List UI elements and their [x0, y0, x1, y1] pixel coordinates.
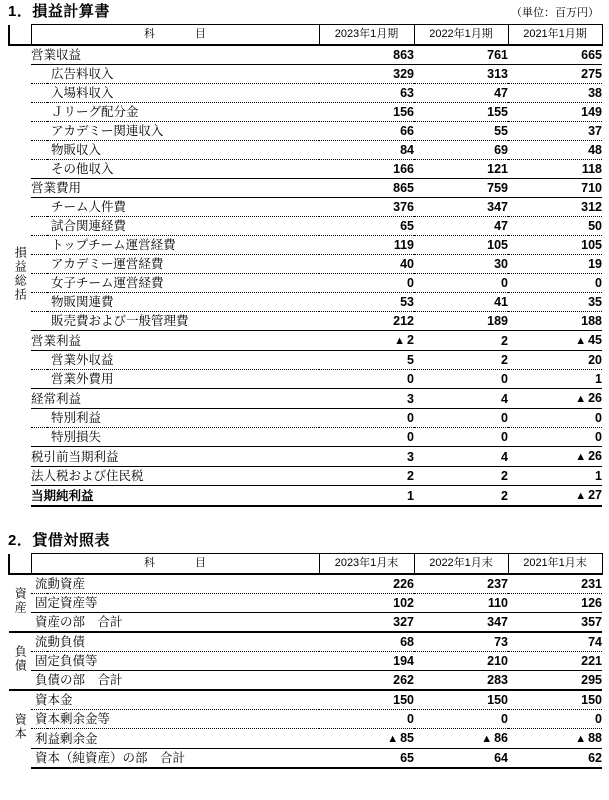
table-cell-value: 347 — [414, 198, 508, 217]
section-1-title-text: 損益計算書 — [32, 3, 110, 20]
table-cell-value: 283 — [414, 671, 508, 691]
table-cell-value: 376 — [319, 198, 414, 217]
table-cell-value: 37 — [508, 122, 602, 141]
table-cell-label: 経常利益 — [31, 389, 319, 409]
row-indent-cell — [31, 236, 47, 255]
table-cell-label: 入場料収入 — [47, 84, 319, 103]
table-cell-value: 105 — [414, 236, 508, 255]
table-cell-value: 30 — [414, 255, 508, 274]
row-indent-cell — [31, 312, 47, 331]
table-cell-value: 2 — [414, 331, 508, 351]
table-cell-label: 営業外費用 — [47, 370, 319, 389]
table-cell-value: 212 — [319, 312, 414, 331]
table-row — [9, 467, 602, 486]
negative-triangle-icon: ▲ — [575, 733, 587, 745]
table-cell-label: 特別利益 — [47, 409, 319, 428]
table-row — [9, 236, 602, 255]
table-cell-label: 営業外収益 — [47, 351, 319, 370]
table-cell-value: 0 — [319, 274, 414, 293]
section-2-title-text: 貸借対照表 — [32, 532, 110, 549]
table-cell-value: 665 — [508, 45, 602, 65]
negative-triangle-icon: ▲ — [575, 490, 587, 502]
table-cell-value: 2 — [414, 467, 508, 486]
table-cell-value: 231 — [508, 574, 602, 594]
table-cell-label: 広告料収入 — [47, 65, 319, 84]
table-row — [9, 45, 602, 65]
table-cell-value: 226 — [319, 574, 414, 594]
row-indent-cell — [31, 160, 47, 179]
table-cell-label: その他収入 — [47, 160, 319, 179]
header-item-column: 科 目 — [31, 25, 319, 46]
table-cell-value: 194 — [319, 652, 414, 671]
table-cell-value: 155 — [414, 103, 508, 122]
table-cell-value: 0 — [508, 274, 602, 293]
group-label-text: 損益総括 — [13, 245, 28, 302]
negative-triangle-icon: ▲ — [575, 451, 587, 463]
table-row — [9, 486, 602, 507]
table-cell-label: 法人税および住民税 — [31, 467, 319, 486]
table-cell-value: ▲ 88 — [508, 729, 602, 749]
table-row — [9, 255, 602, 274]
table-cell-value: 38 — [508, 84, 602, 103]
negative-triangle-icon: ▲ — [575, 335, 587, 347]
table-cell-value: 156 — [319, 103, 414, 122]
table-cell-label: 流動負債 — [31, 632, 319, 652]
table-cell-value: ▲ 45 — [508, 331, 602, 351]
unit-note: （単位：百万円） — [511, 7, 599, 19]
table-cell-value: 0 — [414, 428, 508, 447]
group-label-liabilities — [9, 632, 31, 690]
table-row — [9, 160, 602, 179]
table-cell-value: 237 — [414, 574, 508, 594]
table-cell-value: 74 — [508, 632, 602, 652]
table-cell-label: 流動資産 — [31, 574, 319, 594]
income-statement-table — [8, 24, 603, 507]
section-1-number: 1． — [8, 3, 33, 20]
row-indent-cell — [31, 293, 47, 312]
table-cell-label: 資産の部 合計 — [31, 613, 319, 633]
table-cell-value: 3 — [319, 447, 414, 467]
table-cell-label: 利益剰余金 — [31, 729, 319, 749]
table-row — [9, 428, 602, 447]
row-indent-cell — [31, 141, 47, 160]
table-cell-value: 65 — [319, 217, 414, 236]
table-cell-value: 313 — [414, 65, 508, 84]
negative-triangle-icon: ▲ — [387, 733, 399, 745]
row-indent-cell — [31, 122, 47, 141]
section-1-title — [8, 0, 110, 21]
table-cell-label: 資本（純資産）の部 合計 — [31, 749, 319, 769]
table-cell-value: 188 — [508, 312, 602, 331]
table-cell-label: Ｊリーグ配分金 — [47, 103, 319, 122]
table-cell-value: 0 — [414, 274, 508, 293]
table-cell-value: ▲ 85 — [319, 729, 414, 749]
table-row — [9, 409, 602, 428]
table-row — [9, 312, 602, 331]
table-cell-value: 121 — [414, 160, 508, 179]
table-row — [9, 710, 602, 729]
table-cell-value: 865 — [319, 179, 414, 198]
table-cell-label: 物販収入 — [47, 141, 319, 160]
negative-triangle-icon: ▲ — [575, 393, 587, 405]
row-indent-cell — [31, 351, 47, 370]
table-row — [9, 331, 602, 351]
table-cell-value: 119 — [319, 236, 414, 255]
row-indent-cell — [31, 103, 47, 122]
table-cell-value: 20 — [508, 351, 602, 370]
table-cell-label: 物販関連費 — [47, 293, 319, 312]
group-label-income-summary — [9, 45, 31, 506]
table-cell-value: 275 — [508, 65, 602, 84]
table-cell-value: 102 — [319, 594, 414, 613]
table-row — [9, 65, 602, 84]
table-cell-value: ▲ 27 — [508, 486, 602, 507]
table-row — [9, 217, 602, 236]
table-cell-value: 53 — [319, 293, 414, 312]
table-cell-value: 0 — [319, 409, 414, 428]
table-cell-value: 68 — [319, 632, 414, 652]
table-cell-label: チーム人件費 — [47, 198, 319, 217]
table-cell-value: 47 — [414, 217, 508, 236]
table-cell-value: 759 — [414, 179, 508, 198]
row-indent-cell — [31, 84, 47, 103]
header-period-column: 2023年1月末 — [319, 554, 414, 575]
table-cell-label: 資本剰余金等 — [31, 710, 319, 729]
row-indent-cell — [31, 428, 47, 447]
table-row — [9, 447, 602, 467]
table-cell-value: ▲ 2 — [319, 331, 414, 351]
table-cell-value: 0 — [508, 409, 602, 428]
table-cell-value: 0 — [508, 710, 602, 729]
row-indent-cell — [31, 65, 47, 84]
table-cell-label: 固定資産等 — [31, 594, 319, 613]
table-cell-value: 357 — [508, 613, 602, 633]
table-cell-value: 4 — [414, 447, 508, 467]
table-cell-value: 19 — [508, 255, 602, 274]
table-cell-value: 150 — [508, 690, 602, 710]
table-cell-value: 47 — [414, 84, 508, 103]
table-cell-value: ▲ 26 — [508, 447, 602, 467]
table-row — [9, 574, 602, 594]
negative-triangle-icon: ▲ — [394, 335, 406, 347]
table-cell-label: 販売費および一般管理費 — [47, 312, 319, 331]
table-cell-value: 73 — [414, 632, 508, 652]
header-period-column: 2021年1月末 — [508, 554, 602, 575]
header-period-column: 2023年1月期 — [319, 25, 414, 46]
table-cell-value: 347 — [414, 613, 508, 633]
table-row — [9, 293, 602, 312]
table-cell-value: 0 — [414, 409, 508, 428]
table-cell-value: 62 — [508, 749, 602, 769]
table-cell-value: 0 — [319, 428, 414, 447]
table-cell-label: 女子チーム運営経費 — [47, 274, 319, 293]
group-label-text: 負債 — [13, 644, 28, 673]
table-cell-value: 327 — [319, 613, 414, 633]
table-cell-value: 262 — [319, 671, 414, 691]
table-cell-value: 150 — [414, 690, 508, 710]
table-row — [9, 594, 602, 613]
section-2-header — [8, 529, 601, 553]
table-cell-label: 営業利益 — [31, 331, 319, 351]
table-cell-label: 固定負債等 — [31, 652, 319, 671]
table-cell-value: 40 — [319, 255, 414, 274]
table-cell-value: 110 — [414, 594, 508, 613]
table-row — [9, 613, 602, 633]
table-cell-value: 1 — [319, 486, 414, 507]
table-cell-label: 税引前当期利益 — [31, 447, 319, 467]
header-blank-cell — [9, 25, 31, 46]
table-cell-value: 64 — [414, 749, 508, 769]
table-cell-value: 312 — [508, 198, 602, 217]
row-indent-cell — [31, 370, 47, 389]
table-row — [9, 729, 602, 749]
table-cell-value: 0 — [319, 710, 414, 729]
header-item-column: 科 目 — [31, 554, 319, 575]
table-cell-value: 118 — [508, 160, 602, 179]
table-cell-value: 84 — [319, 141, 414, 160]
row-indent-cell — [31, 217, 47, 236]
table-cell-value: 0 — [414, 710, 508, 729]
table-cell-value: 65 — [319, 749, 414, 769]
table-cell-value: 50 — [508, 217, 602, 236]
table-header-row — [9, 25, 602, 46]
table-cell-value: 295 — [508, 671, 602, 691]
table-row — [9, 141, 602, 160]
table-cell-value: 55 — [414, 122, 508, 141]
row-indent-cell — [31, 198, 47, 217]
table-row — [9, 351, 602, 370]
table-cell-label: トップチーム運営経費 — [47, 236, 319, 255]
balance-sheet-table — [8, 553, 603, 769]
header-period-column: 2021年1月期 — [508, 25, 602, 46]
table-row — [9, 179, 602, 198]
table-row — [9, 749, 602, 769]
table-cell-label: 営業費用 — [31, 179, 319, 198]
table-cell-value: 0 — [508, 428, 602, 447]
table-cell-value: 166 — [319, 160, 414, 179]
group-label-text: 資産 — [13, 586, 28, 615]
table-cell-label: 特別損失 — [47, 428, 319, 447]
table-cell-value: 0 — [319, 370, 414, 389]
table-cell-value: 105 — [508, 236, 602, 255]
table-row — [9, 274, 602, 293]
group-label-equity — [9, 690, 31, 768]
table-cell-value: 710 — [508, 179, 602, 198]
table-cell-value: 3 — [319, 389, 414, 409]
table-cell-value: 0 — [414, 370, 508, 389]
table-cell-value: 210 — [414, 652, 508, 671]
table-cell-value: 48 — [508, 141, 602, 160]
table-row — [9, 652, 602, 671]
table-row — [9, 632, 602, 652]
table-row — [9, 370, 602, 389]
section-1-header — [8, 0, 601, 24]
group-label-assets — [9, 574, 31, 632]
table-cell-label: 負債の部 合計 — [31, 671, 319, 691]
table-row — [9, 198, 602, 217]
table-row — [9, 103, 602, 122]
group-label-text: 資本 — [13, 713, 28, 741]
table-cell-value: 1 — [508, 467, 602, 486]
table-row — [9, 122, 602, 141]
table-cell-value: 66 — [319, 122, 414, 141]
table-cell-value: 2 — [414, 351, 508, 370]
table-cell-value: 35 — [508, 293, 602, 312]
table-cell-value: ▲ 86 — [414, 729, 508, 749]
table-cell-label: 資本金 — [31, 690, 319, 710]
table-cell-value: 4 — [414, 389, 508, 409]
table-cell-value: 63 — [319, 84, 414, 103]
table-row — [9, 389, 602, 409]
negative-triangle-icon: ▲ — [481, 733, 493, 745]
table-cell-value: 761 — [414, 45, 508, 65]
row-indent-cell — [31, 274, 47, 293]
table-cell-value: 2 — [319, 467, 414, 486]
table-cell-value: 1 — [508, 370, 602, 389]
header-period-column: 2022年1月末 — [414, 554, 508, 575]
section-2-number: 2． — [8, 532, 33, 549]
table-cell-value: 221 — [508, 652, 602, 671]
table-cell-label: アカデミー関連収入 — [47, 122, 319, 141]
section-gap — [8, 507, 601, 529]
header-period-column: 2022年1月期 — [414, 25, 508, 46]
table-row — [9, 84, 602, 103]
table-cell-value: 126 — [508, 594, 602, 613]
table-cell-value: 5 — [319, 351, 414, 370]
table-row — [9, 671, 602, 691]
table-cell-value: 863 — [319, 45, 414, 65]
header-blank-cell — [9, 554, 31, 575]
table-cell-value: 149 — [508, 103, 602, 122]
table-cell-value: 41 — [414, 293, 508, 312]
section-2-title — [8, 529, 110, 550]
table-cell-value: 150 — [319, 690, 414, 710]
table-row — [9, 690, 602, 710]
table-cell-value: 69 — [414, 141, 508, 160]
table-header-row — [9, 554, 602, 575]
table-cell-label: 試合関連経費 — [47, 217, 319, 236]
table-cell-value: 2 — [414, 486, 508, 507]
row-indent-cell — [31, 255, 47, 274]
table-cell-value: 329 — [319, 65, 414, 84]
row-indent-cell — [31, 409, 47, 428]
table-cell-value: 189 — [414, 312, 508, 331]
table-cell-label: 当期純利益 — [31, 486, 319, 507]
table-cell-label: アカデミー運営経費 — [47, 255, 319, 274]
table-cell-label: 営業収益 — [31, 45, 319, 65]
table-cell-value: ▲ 26 — [508, 389, 602, 409]
